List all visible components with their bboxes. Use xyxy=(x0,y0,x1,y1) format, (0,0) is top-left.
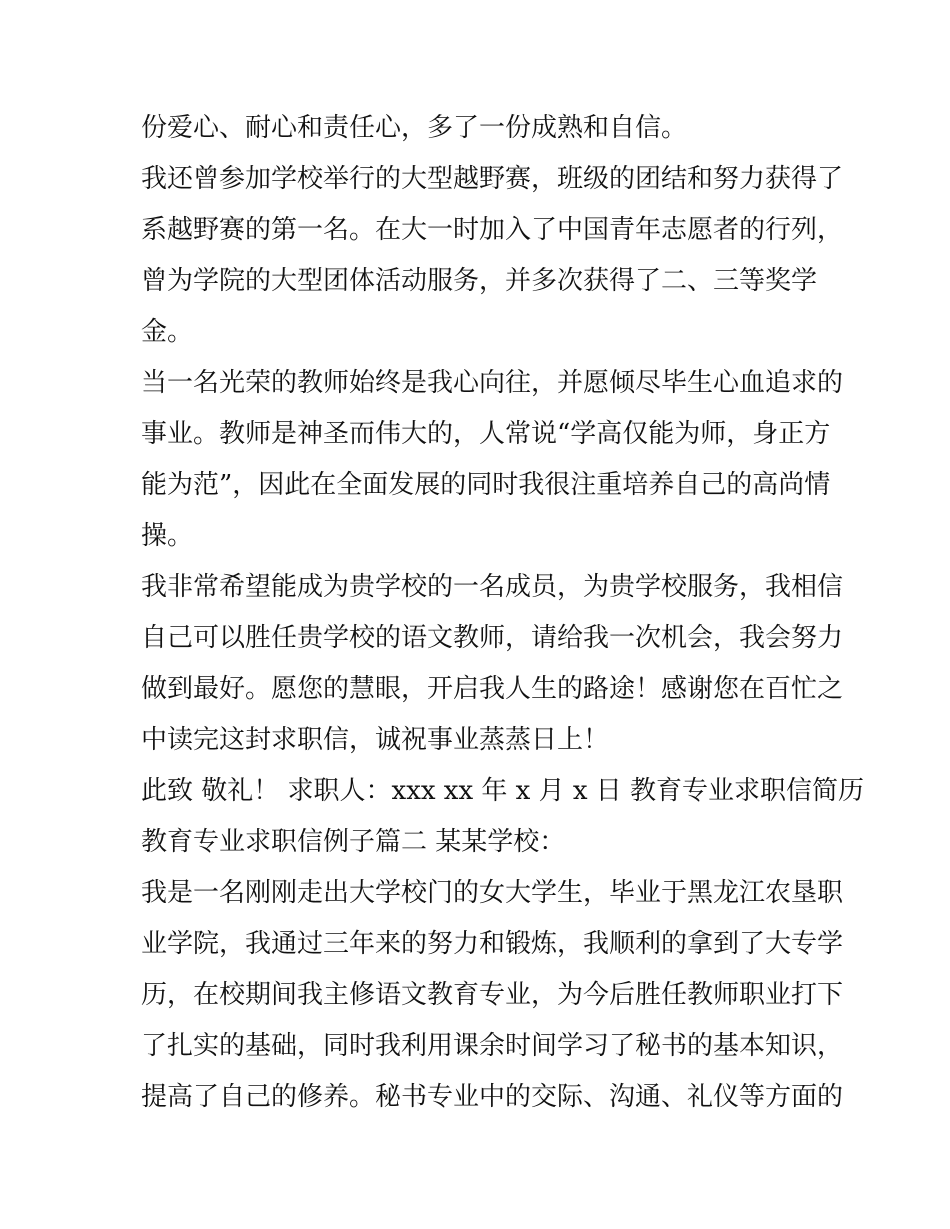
document-body xyxy=(141,103,865,1123)
text-line: 操。 xyxy=(141,521,194,551)
text-line: 当一名光荣的教师始终是我心向往，并愿倾尽毕生心血追求的 xyxy=(141,368,844,398)
text-line: 了扎实的基础，同时我利用课余时间学习了秘书的基本知识， xyxy=(141,1031,844,1061)
text-line: 业学院，我通过三年来的努力和锻炼，我顺利的拿到了大专学 xyxy=(141,929,844,959)
text-line: 我还曾参加学校举行的大型越野赛，班级的团结和努力获得了 xyxy=(141,164,844,194)
text-line: 提高了自己的修养。秘书专业中的交际、沟通、礼仪等方面的 xyxy=(141,1082,844,1112)
text-line: 事业。教师是神圣而伟大的，人常说“学高仅能为师，身正方 xyxy=(141,419,831,449)
text-line: 做到最好。愿您的慧眼，开启我人生的路途！感谢您在百忙之 xyxy=(141,674,844,704)
text-line: 份爱心、耐心和责任心，多了一份成熟和自信。 xyxy=(141,113,688,143)
text-line: 历，在校期间我主修语文教育专业，为今后胜任教师职业打下 xyxy=(141,980,844,1010)
text-line: 教育专业求职信例子篇二 某某学校： xyxy=(141,827,566,857)
text-line: 系越野赛的第一名。在大一时加入了中国青年志愿者的行列， xyxy=(141,215,844,245)
text-line: 自己可以胜任贵学校的语文教师，请给我一次机会，我会努力 xyxy=(141,623,844,653)
text-line: 我是一名刚刚走出大学校门的女大学生，毕业于黑龙江农垦职 xyxy=(141,878,844,908)
text-line: 我非常希望能成为贵学校的一名成员，为贵学校服务，我相信 xyxy=(141,572,844,602)
text-line: 金。 xyxy=(141,317,194,347)
text-line: 此致 敬礼！ 求职人：xxx xx 年 x 月 x 日 教育专业求职信简历 xyxy=(141,776,865,806)
text-line: 中读完这封求职信，诚祝事业蒸蒸日上！ xyxy=(141,725,610,755)
text-line: 能为范”，因此在全面发展的同时我很注重培养自己的高尚情 xyxy=(141,470,831,500)
text-line: 曾为学院的大型团体活动服务，并多次获得了二、三等奖学 xyxy=(141,266,818,296)
